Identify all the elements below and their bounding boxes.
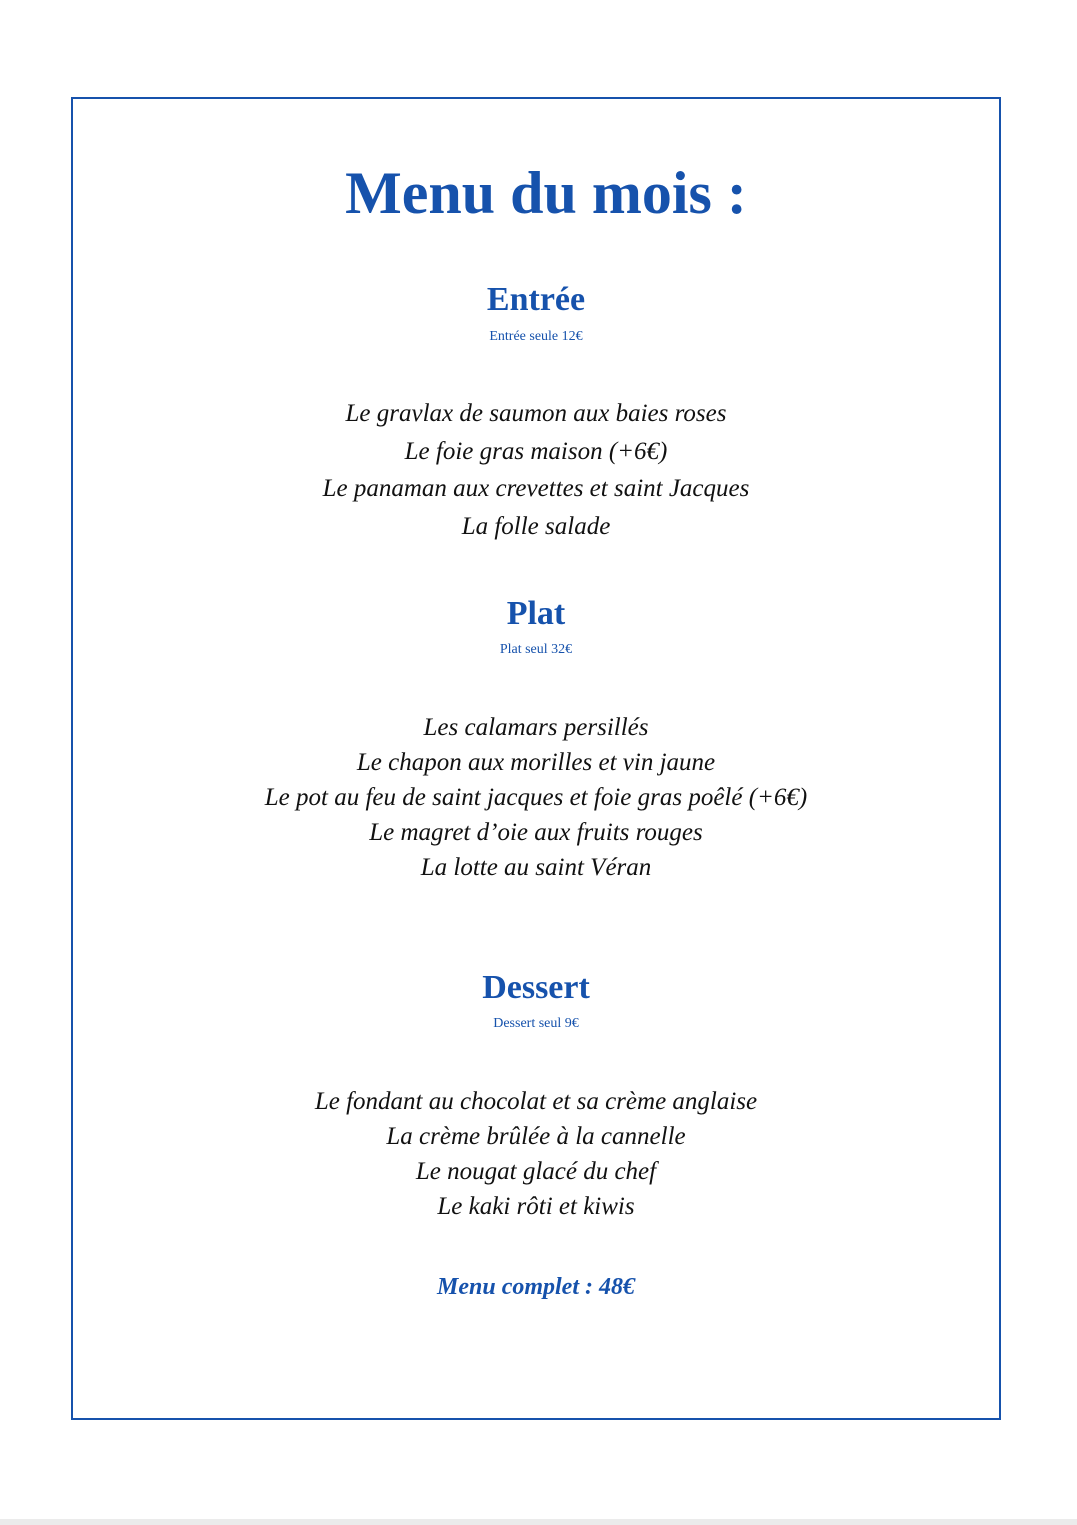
dish-item: Le kaki rôti et kiwis [437, 1193, 635, 1220]
dish-list-entree [73, 395, 999, 545]
section-price-entree: Entrée seule 12€ [489, 329, 583, 344]
section-heading-plat: Plat [506, 595, 566, 632]
dish-list-dessert [73, 1084, 999, 1224]
dish-item: La crème brûlée à la cannelle [386, 1123, 686, 1150]
section-heading-dessert: Dessert [482, 969, 590, 1006]
dish-item: La lotte au saint Véran [420, 854, 652, 881]
dish-item: Le foie gras maison (+6€) [404, 437, 668, 465]
dish-item: Le fondant au chocolat et sa crème anglaise [314, 1088, 758, 1115]
section-price-plat: Plat seul 32€ [499, 642, 573, 657]
dish-item: Le panaman aux crevettes et saint Jacques [322, 475, 750, 502]
complete-menu-price: Menu complet : 48€ [437, 1274, 635, 1300]
dish-item: Les calamars persillés [423, 714, 649, 741]
dish-list-plat [73, 710, 999, 885]
dish-item: Le nougat glacé du chef [415, 1158, 657, 1185]
section-heading-entree: Entrée [486, 281, 586, 318]
dish-item: Le pot au feu de saint jacques et foie gras poêlé (+6€) [264, 784, 808, 811]
dish-item: La folle salade [461, 512, 611, 540]
bottom-strip [0, 1519, 1077, 1525]
section-price-dessert: Dessert seul 9€ [493, 1016, 579, 1031]
menu-frame [71, 97, 1001, 1420]
dish-item: Le magret d’oie aux fruits rouges [369, 819, 703, 846]
menu-title: Menu du mois : [345, 160, 747, 226]
dish-item: Le chapon aux morilles et vin jaune [356, 749, 716, 776]
dish-item: Le gravlax de saumon aux baies roses [345, 400, 727, 427]
